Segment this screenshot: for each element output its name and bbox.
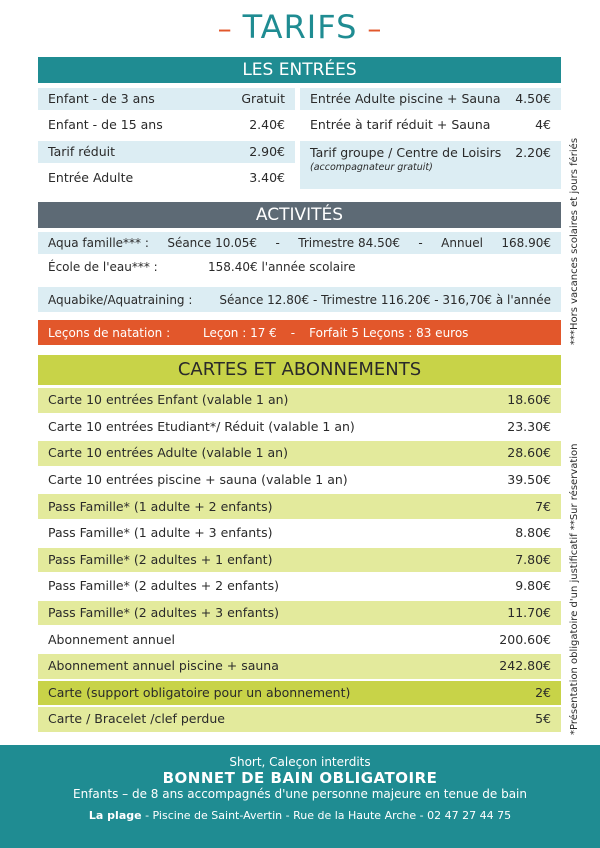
activite-lecon: Leçon : 17 € (203, 325, 277, 340)
cartes-header: CARTES ET ABONNEMENTS (38, 355, 561, 385)
carte-label: Abonnement annuel (48, 631, 175, 647)
carte-price: 200.60€ (499, 631, 551, 647)
entree-label: Enfant - de 15 ans (48, 117, 163, 132)
activite-aqua-famille (38, 232, 561, 254)
footer-place: La plage (88, 809, 142, 822)
carte-price: 5€ (535, 711, 551, 727)
entrees-header: LES ENTRÉES (38, 57, 561, 83)
footer-line-1: Short, Caleçon interdits (229, 755, 371, 769)
entree-price: 4.50€ (515, 91, 551, 106)
carte-label: Pass Famille* (2 adultes + 2 enfants) (48, 578, 279, 594)
entree-row (300, 114, 561, 136)
carte-label: Pass Famille* (1 adulte + 3 enfants) (48, 525, 273, 541)
entree-row (38, 141, 295, 163)
carte-price: 9.80€ (515, 578, 551, 594)
activite-sep: - (290, 325, 296, 340)
activite-label: Aquabike/Aquatraining : (48, 292, 193, 307)
activite-annuel-price: 168.90€ (501, 236, 551, 250)
carte-label: Carte 10 entrées Adulte (valable 1 an) (48, 445, 288, 461)
carte-label: Pass Famille* (1 adulte + 2 enfants) (48, 498, 273, 514)
entree-label: Entrée à tarif réduit + Sauna (310, 117, 491, 132)
title-text: TARIFS (242, 8, 358, 46)
carte-row (38, 388, 561, 413)
side-note-hors-vacances: ***Hors vacances scolaires et jours fériés (569, 137, 580, 345)
carte-row (38, 707, 561, 732)
activite-label: École de l'eau*** : (48, 260, 158, 274)
carte-price: 2€ (535, 684, 551, 700)
carte-label: Carte 10 entrées piscine + sauna (valable 1 an) (48, 472, 348, 488)
activite-trimestre: Trimestre 84.50€ (298, 236, 400, 250)
carte-row (38, 494, 561, 519)
activite-forfait: Forfait 5 Leçons : 83 euros (309, 325, 469, 340)
carte-price: 23.30€ (507, 418, 551, 434)
entree-row (300, 141, 561, 189)
entree-label: Entrée Adulte (48, 170, 134, 185)
entree-row (300, 88, 561, 110)
entree-price: 4€ (535, 117, 551, 132)
carte-label: Pass Famille* (2 adultes + 3 enfants) (48, 605, 279, 621)
entree-price: 2.40€ (249, 117, 285, 132)
side-note-justificatif: *Présentation obligatoire d'un justificatif **Sur réservation (569, 443, 580, 735)
entree-label: Entrée Adulte piscine + Sauna (310, 91, 501, 106)
entree-note: (accompagnateur gratuit) (310, 162, 433, 173)
carte-label: Carte 10 entrées Etudiant*/ Réduit (valable 1 an) (48, 418, 355, 434)
carte-price: 28.60€ (507, 445, 551, 461)
carte-label: Pass Famille* (2 adultes + 1 enfant) (48, 551, 273, 567)
entree-row (38, 167, 295, 189)
carte-row (38, 521, 561, 546)
footer-address (0, 809, 600, 822)
activite-seance: Séance 10.05€ (167, 236, 258, 250)
activite-sep: - (275, 236, 280, 250)
footer-line-2: BONNET DE BAIN OBLIGATOIRE (162, 769, 438, 787)
entree-price: 3.40€ (249, 170, 285, 185)
title-dash-left: – (217, 12, 233, 45)
carte-label: Abonnement annuel piscine + sauna (48, 658, 279, 674)
entree-row (38, 114, 295, 136)
entree-label: Tarif réduit (48, 144, 115, 159)
carte-row (38, 681, 561, 706)
carte-row (38, 548, 561, 573)
carte-price: 39.50€ (507, 472, 551, 488)
activite-price: 158.40€ l'année scolaire (208, 260, 356, 274)
activites-header: ACTIVITÉS (38, 202, 561, 228)
carte-price: 11.70€ (507, 605, 551, 621)
footer-place-rest: - Piscine de Saint-Avertin - Rue de la Haute Arche - 02 47 27 44 75 (141, 809, 512, 822)
carte-price: 7€ (535, 498, 551, 514)
activite-label: Aqua famille*** : (48, 236, 149, 250)
activite-price: Séance 12.80€ - Trimestre 116.20€ - 316,70€ à l'année (219, 292, 551, 307)
entree-row (38, 88, 295, 110)
page-title (0, 8, 600, 46)
activite-aquabike (38, 287, 561, 312)
carte-price: 8.80€ (515, 525, 551, 541)
activite-annuel-label: Annuel (441, 236, 483, 250)
carte-row (38, 654, 561, 679)
carte-price: 18.60€ (507, 392, 551, 408)
carte-row (38, 415, 561, 440)
entree-label: Enfant - de 3 ans (48, 91, 155, 106)
carte-label: Carte 10 entrées Enfant (valable 1 an) (48, 392, 289, 408)
activite-label: Leçons de natation : (48, 325, 171, 340)
carte-row (38, 574, 561, 599)
carte-row (38, 601, 561, 626)
entree-label: Tarif groupe / Centre de Loisirs (310, 145, 502, 160)
carte-label: Carte / Bracelet /clef perdue (48, 711, 225, 727)
title-dash-right: – (367, 12, 383, 45)
activite-sep: - (418, 236, 423, 250)
entree-price: 2.20€ (515, 145, 551, 160)
carte-price: 7.80€ (515, 551, 551, 567)
carte-row (38, 627, 561, 652)
activite-lecons (38, 320, 561, 345)
footer-line-3: Enfants – de 8 ans accompagnés d'une personne majeure en tenue de bain (73, 787, 527, 801)
carte-row (38, 468, 561, 493)
activite-ecole (38, 256, 561, 278)
entree-price: 2.90€ (249, 144, 285, 159)
carte-price: 242.80€ (499, 658, 551, 674)
footer (0, 745, 600, 848)
carte-label: Carte (support obligatoire pour un abonnement) (48, 684, 351, 700)
carte-row (38, 441, 561, 466)
entree-price: Gratuit (241, 91, 285, 106)
